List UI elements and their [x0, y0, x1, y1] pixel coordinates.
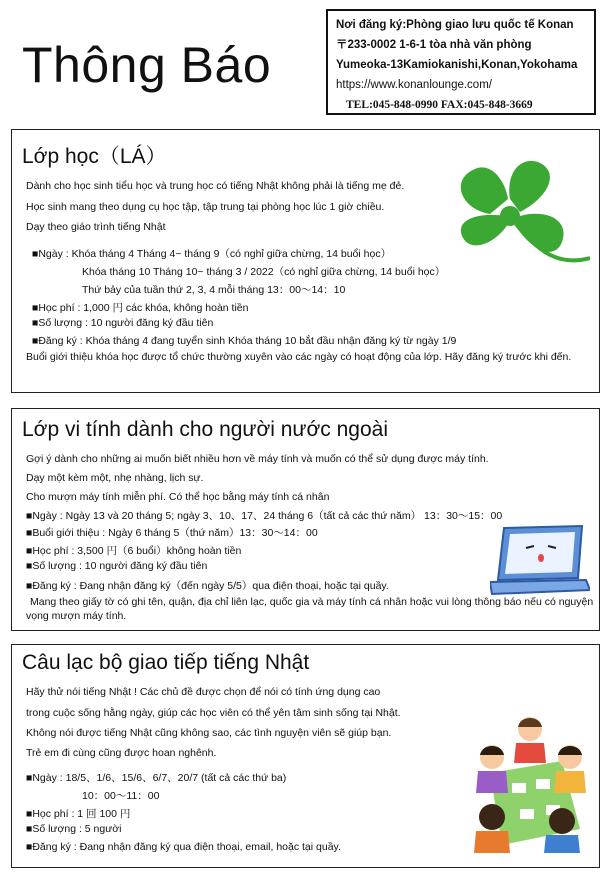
date-line: ■Ngày : Ngày 13 và 20 tháng 5; ngày 3、10、17、24 tháng 6（tất cả các thứ năm） 13：30〜15：00: [26, 510, 503, 522]
date-line: Khóa tháng 10 Tháng 10~ tháng 3 / 2022（có nghỉ giữa chừng, 14 buổi học）: [82, 266, 446, 278]
capacity-line: ■Số lượng : 10 người đăng ký đầu tiên: [26, 560, 208, 572]
note-line: Buổi giới thiệu khóa học được tổ chức thường xuyên vào các ngày có hoạt động của lớp. Hãy đăng ký trước khi đến.: [26, 351, 572, 363]
address-line-1: 〒233-0002 1-6-1 tòa nhà văn phòng: [336, 39, 532, 51]
time-line: Thứ bảy của tuần thứ 2, 3, 4 mỗi tháng 13：00〜14：10: [82, 284, 346, 296]
text-line: Hãy thử nói tiếng Nhật ! Các chủ đề được chọn để nói có tính ứng dụng cao: [26, 686, 381, 698]
fee-line: ■Học phí : 3,500 円（6 buổi）không hoàn tiền: [26, 545, 242, 557]
date-line: ■Ngày : 18/5、1/6、15/6、6/7、20/7 (tất cả các thứ ba): [26, 772, 287, 784]
text-line: Trẻ em đi cùng cũng được hoan nghênh.: [26, 747, 217, 759]
time-line: 10：00〜11：00: [82, 790, 160, 802]
section-leaf-class: [11, 129, 600, 393]
registration-line: ■Đăng ký : Khóa tháng 4 đang tuyển sinh Khóa tháng 10 bắt đầu nhận đăng ký từ ngày 1/9: [32, 335, 457, 347]
section-heading: Lớp học（LÁ）: [22, 145, 167, 168]
children-discussion-illustration: [462, 713, 592, 853]
capacity-line: ■Số lượng : 5 người: [26, 823, 122, 835]
website-link[interactable]: https://www.konanlounge.com/: [336, 79, 492, 91]
registration-line: ■Đăng ký : Đang nhận đăng ký（đến ngày 5/5）qua điện thoại, hoặc tại quầy.: [26, 580, 389, 592]
laptop-face-illustration: [490, 524, 590, 596]
fee-line: ■Học phí : 1,000 円 các khóa, không hoàn tiền: [32, 302, 249, 314]
venue-line: Nơi đăng ký:Phòng giao lưu quốc tế Konan: [336, 19, 574, 31]
clover-leaf-illustration: [450, 154, 590, 274]
note-line: Mang theo giấy tờ có ghi tên, quận, địa chỉ liên lạc, quốc gia và máy tính cá nhân hoặc vui lòng thông báo nếu có nguyện vọng mượn máy tính.: [26, 596, 594, 622]
section-computer-class: [11, 408, 600, 631]
address-line-2: Yumeoka-13Kamiokanishi,Konan,Yokohama: [336, 59, 578, 71]
text-line: trong cuộc sống hằng ngày, giúp các học viên có thể yên tâm sinh sống tại Nhật.: [26, 707, 401, 719]
text-line: Cho mượn máy tính miễn phí. Có thể học bằng máy tính cá nhân: [26, 491, 330, 503]
text-line: Dạy một kèm một, nhẹ nhàng, lịch sự.: [26, 472, 204, 484]
contact-info-box: [326, 9, 596, 115]
text-line: Không nói được tiếng Nhật cũng không sao, các tình nguyện viên sẽ giúp bạn.: [26, 727, 392, 739]
fee-line: ■Học phí : 1 回 100 円: [26, 808, 131, 820]
section-heading: Câu lạc bộ giao tiếp tiếng Nhật: [22, 651, 310, 674]
intro-session-line: ■Buổi giới thiệu : Ngày 6 tháng 5（thứ năm）13：30〜14：00: [26, 527, 318, 539]
capacity-line: ■Số lượng : 10 người đăng ký đầu tiên: [32, 317, 214, 329]
tel-fax-line: TEL:045-848-0990 FAX:045-848-3669: [346, 99, 533, 111]
text-line: Học sinh mang theo dụng cụ học tập, tập trung tại phòng học lúc 1 giờ chiều.: [26, 201, 385, 213]
section-heading: Lớp vi tính dành cho người nước ngoài: [22, 418, 388, 441]
text-line: Dạy theo giáo trình tiếng Nhật: [26, 221, 166, 233]
registration-line: ■Đăng ký : Đang nhận đăng ký qua điện thoại, email, hoặc tại quầy.: [26, 841, 341, 853]
text-line: Gợi ý dành cho những ai muốn biết nhiều hơn về máy tính và muốn có thể sử dụng được máy tính.: [26, 453, 489, 465]
page-title: Thông Báo: [22, 37, 272, 93]
text-line: Dành cho học sinh tiểu học và trung học có tiếng Nhật không phải là tiếng mẹ đẻ.: [26, 180, 405, 192]
date-line: ■Ngày : Khóa tháng 4 Tháng 4~ tháng 9（có nghỉ giữa chừng, 14 buổi học）: [32, 248, 392, 260]
section-japanese-club: [11, 644, 600, 868]
